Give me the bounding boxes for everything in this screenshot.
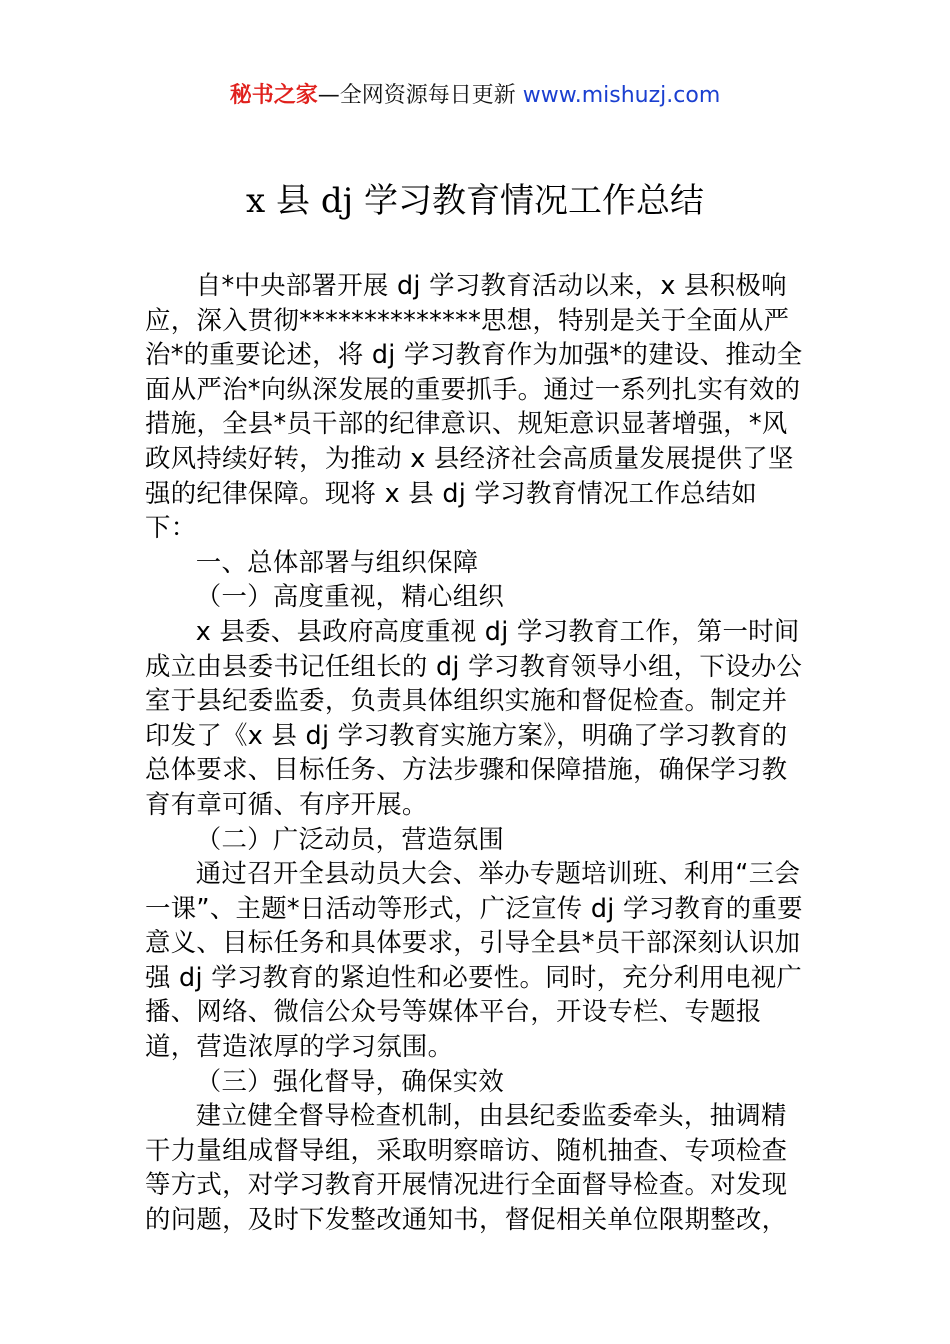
brand-name: 秘书之家 <box>229 83 318 108</box>
subsection-heading-3: （三）强化督导，确保实效 <box>195 1065 505 1096</box>
document-title: x 县 dj 学习教育情况工作总结 <box>246 181 704 221</box>
site-url-link[interactable]: www.mishuzj.com <box>522 83 721 108</box>
header-slogan: —全网资源每日更新 <box>317 83 516 108</box>
section-heading-1: 一、总体部署与组织保障 <box>195 546 479 577</box>
site-header <box>0 80 950 112</box>
subsection-heading-2: （二）广泛动员，营造氛围 <box>195 823 505 854</box>
subsection-heading-1: （一）高度重视，精心组织 <box>195 581 505 612</box>
document-body <box>145 268 805 1237</box>
body-paragraph: 通过召开全县动员大会、举办专题培训班、利用“三会一课”、主题*日活动等形式，广泛宣传 dj 学习教育的重要意义、目标任务和具体要求，引导全县*员干部深刻认识加强 dj 学习教育的紧迫性和必要性。同时，充分利用电视广播、网络、微信公众号等媒体平台，开设专栏、专题报道，营造浓厚的学习氛围。 <box>145 858 803 1062</box>
intro-paragraph: 自*中央部署开展 dj 学习教育活动以来，x 县积极响应，深入贯彻**************思想，特别是关于全面从严治*的重要论述，将 dj 学习教育作为加强*的建设、推动全面从严治*向纵深发展的重要抓手。通过一系列扎实有效的措施，全县*员干部的纪律意识、规矩意识显著增强，*风政风持续好转，为推动 x 县经济社会高质量发展提供了坚强的纪律保障。现将 x 县 dj 学习教育情况工作总结如下： <box>145 270 803 543</box>
body-paragraph: x 县委、县政府高度重视 dj 学习教育工作，第一时间成立由县委书记任组长的 dj 学习教育领导小组，下设办公室于县纪委监委，负责具体组织实施和督促检查。制定并印发了《x 县 dj 学习教育实施方案》，明确了学习教育的总体要求、目标任务、方法步骤和保障措施，确保学习教育有章可循、有序开展。 <box>145 615 803 819</box>
body-paragraph: 建立健全督导检查机制，由县纪委监委牵头，抽调精干力量组成督导组，采取明察暗访、随机抽查、专项检查等方式，对学习教育开展情况进行全面督导检查。对发现的问题，及时下发整改通知书，督促相关单位限期整改， <box>145 1100 788 1235</box>
